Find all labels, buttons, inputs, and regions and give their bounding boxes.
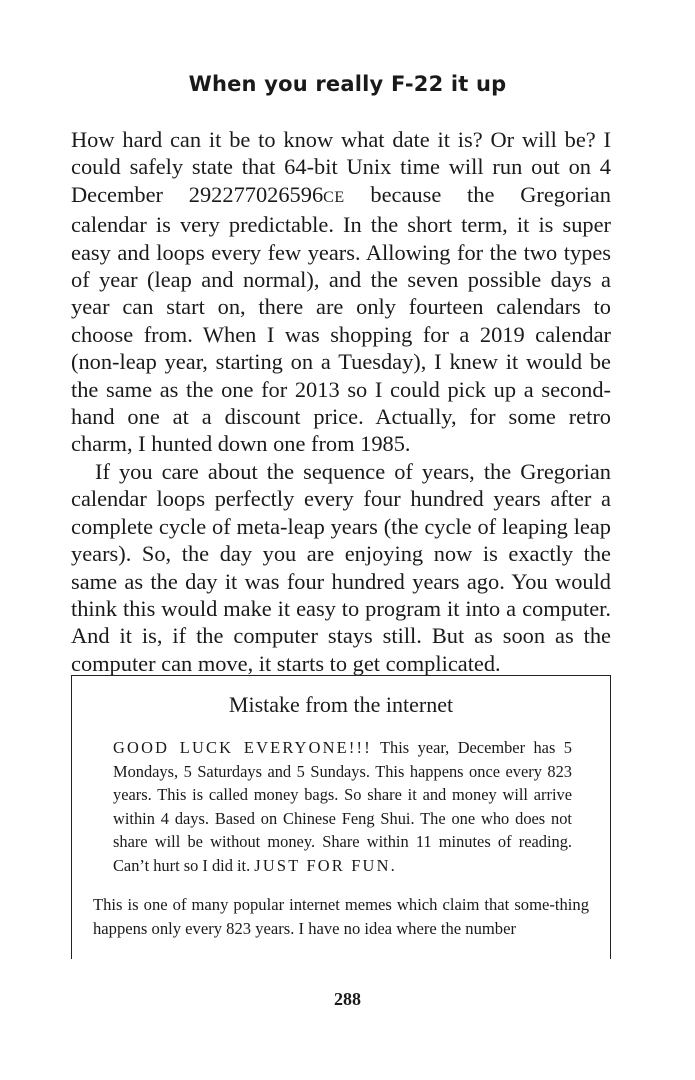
paragraph-1-text-b: because the Gregorian calendar is very predictable. In the short term, it is super easy and loops every few years. Allowing for the two types of year (leap and normal), and the seven possible days a year can start on, there are only fourteen calendars to choose from. When I was shopping for a 2019 calendar (non-leap year, starting on a Tuesday), I knew it would be the same as the one for 2013 so I could pick up a second-hand one at a discount price. Actually, for some retro charm, I hunted down one from 1985.	[71, 181, 611, 457]
page-number: 288	[334, 989, 361, 1009]
era-abbreviation: CE	[323, 188, 345, 206]
quote-opening-caps: GOOD LUCK EVERYONE!!!	[113, 738, 372, 757]
quote-closing-caps: JUST FOR FUN.	[254, 855, 397, 875]
sidebar-box	[71, 675, 611, 959]
paragraph-2: If you care about the sequence of years, the Gregorian calendar loops perfectly every four hundred years after a complete cycle of meta-leap years (the cycle of leaping leap years). So, the day you are enjoying now is exactly the same as the day it was four hundred years ago. You would think this would make it easy to program it into a computer. And it is, if the computer stays still. But as soon as the computer can move, it starts to get complicated.	[71, 458, 611, 676]
box-note: This is one of many popular internet memes which claim that some-thing happens only every 823 years. I have no idea where the number	[93, 895, 589, 938]
body-text	[71, 126, 611, 677]
paragraph-1	[71, 126, 611, 458]
quote-body: This year, December has 5 Mondays, 5 Saturdays and 5 Sundays. This happens once every 823 years. This is called money bags. So share it and money will arrive within 4 days. Based on Chinese Feng Shui. The one who does not share will be without money. Share within 11 minutes of reading. Can’t hurt so I did it.	[113, 738, 572, 875]
paragraph-1-text-a: How hard can it be to know what date it is? Or will be? I could safely state that 64-bit Unix time will run out on 4 December 292277026596	[71, 127, 611, 207]
section-heading: When you really F-22 it up	[188, 72, 507, 96]
box-title: Mistake from the internet	[228, 692, 454, 717]
meme-quote	[113, 736, 572, 878]
